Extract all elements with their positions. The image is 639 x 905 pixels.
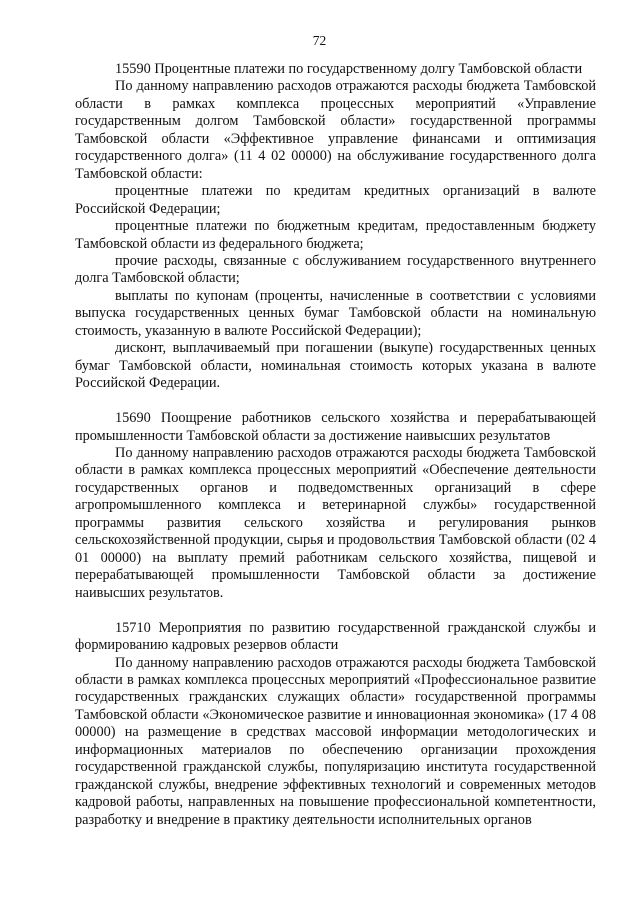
section-heading: 15710 Мероприятия по развитию государственной гражданской службы и формированию кадровых резервов области [75,619,596,654]
list-item: дисконт, выплачиваемый при погашении (выкупе) государственных ценных бумаг Тамбовской области, номинальная стоимость которых указана в валюте Российской Федерации. [75,340,596,392]
document-body [75,61,596,829]
section-spacer [75,602,596,620]
section-heading: 15690 Поощрение работников сельского хозяйства и перерабатывающей промышленности Тамбовской области за достижение наивысших результатов [75,410,596,444]
list-item: процентные платежи по кредитам кредитных организаций в валюте Российской Федерации; [75,183,596,217]
list-item: прочие расходы, связанные с обслуживанием государственного внутреннего долга Тамбовской области; [75,252,596,287]
list-item: процентные платежи по бюджетным кредитам, предоставленным бюджету Тамбовской области из федерального бюджета; [75,218,596,252]
list-item: выплаты по купонам (проценты, начисленные в соответствии с условиями выпуска государственных ценных бумаг Тамбовской области на номинальную стоимость, указанную в валюте Российской Федерации); [75,287,596,339]
page-number: 72 [312,33,327,48]
paragraph: По данному направлению расходов отражаются расходы бюджета Тамбовской области в рамках комплекса процессных мероприятий «Профессиональное развитие государственных гражданских служащих области» государственной программы Тамбовской области «Экономическое развитие и инновационная экономика» (17 4 08 00000) на размещение в средствах массовой информации методологических и информационных материалов по обеспечению организации прохождения государственной гражданской службы, популяризацию института государственной гражданской службы, внедрение эффективных технологий и современных методов кадровой работы, направленных на повышение профессиональной компетентности, разработку и внедрение в практику деятельности исполнительных органов [75,654,596,828]
paragraph: По данному направлению расходов отражаются расходы бюджета Тамбовской области в рамках комплекса процессных мероприятий «Управление государственным долгом Тамбовской области» государственной программы Тамбовской области «Эффективное управление финансами и оптимизация государственного долга» (11 4 02 00000) на обслуживание государственного долга Тамбовской области: [75,78,596,182]
section-spacer [75,393,596,411]
paragraph: По данному направлению расходов отражаются расходы бюджета Тамбовской области в рамках комплекса процессных мероприятий «Обеспечение деятельности государственных органов и подведомственных организаций в сфере агропромышленного комплекса и ветеринарной службы» государственной программы развития сельского хозяйства и регулирования рынков сельскохозяйственной продукции, сырья и продовольствия Тамбовской области (02 4 01 00000) на выплату премий работникам сельского хозяйства, пищевой и перерабатывающей промышленности Тамбовской области за достижение наивысших результатов. [75,445,596,601]
section-heading: 15590 Процентные платежи по государственному долгу Тамбовской области [115,61,583,77]
